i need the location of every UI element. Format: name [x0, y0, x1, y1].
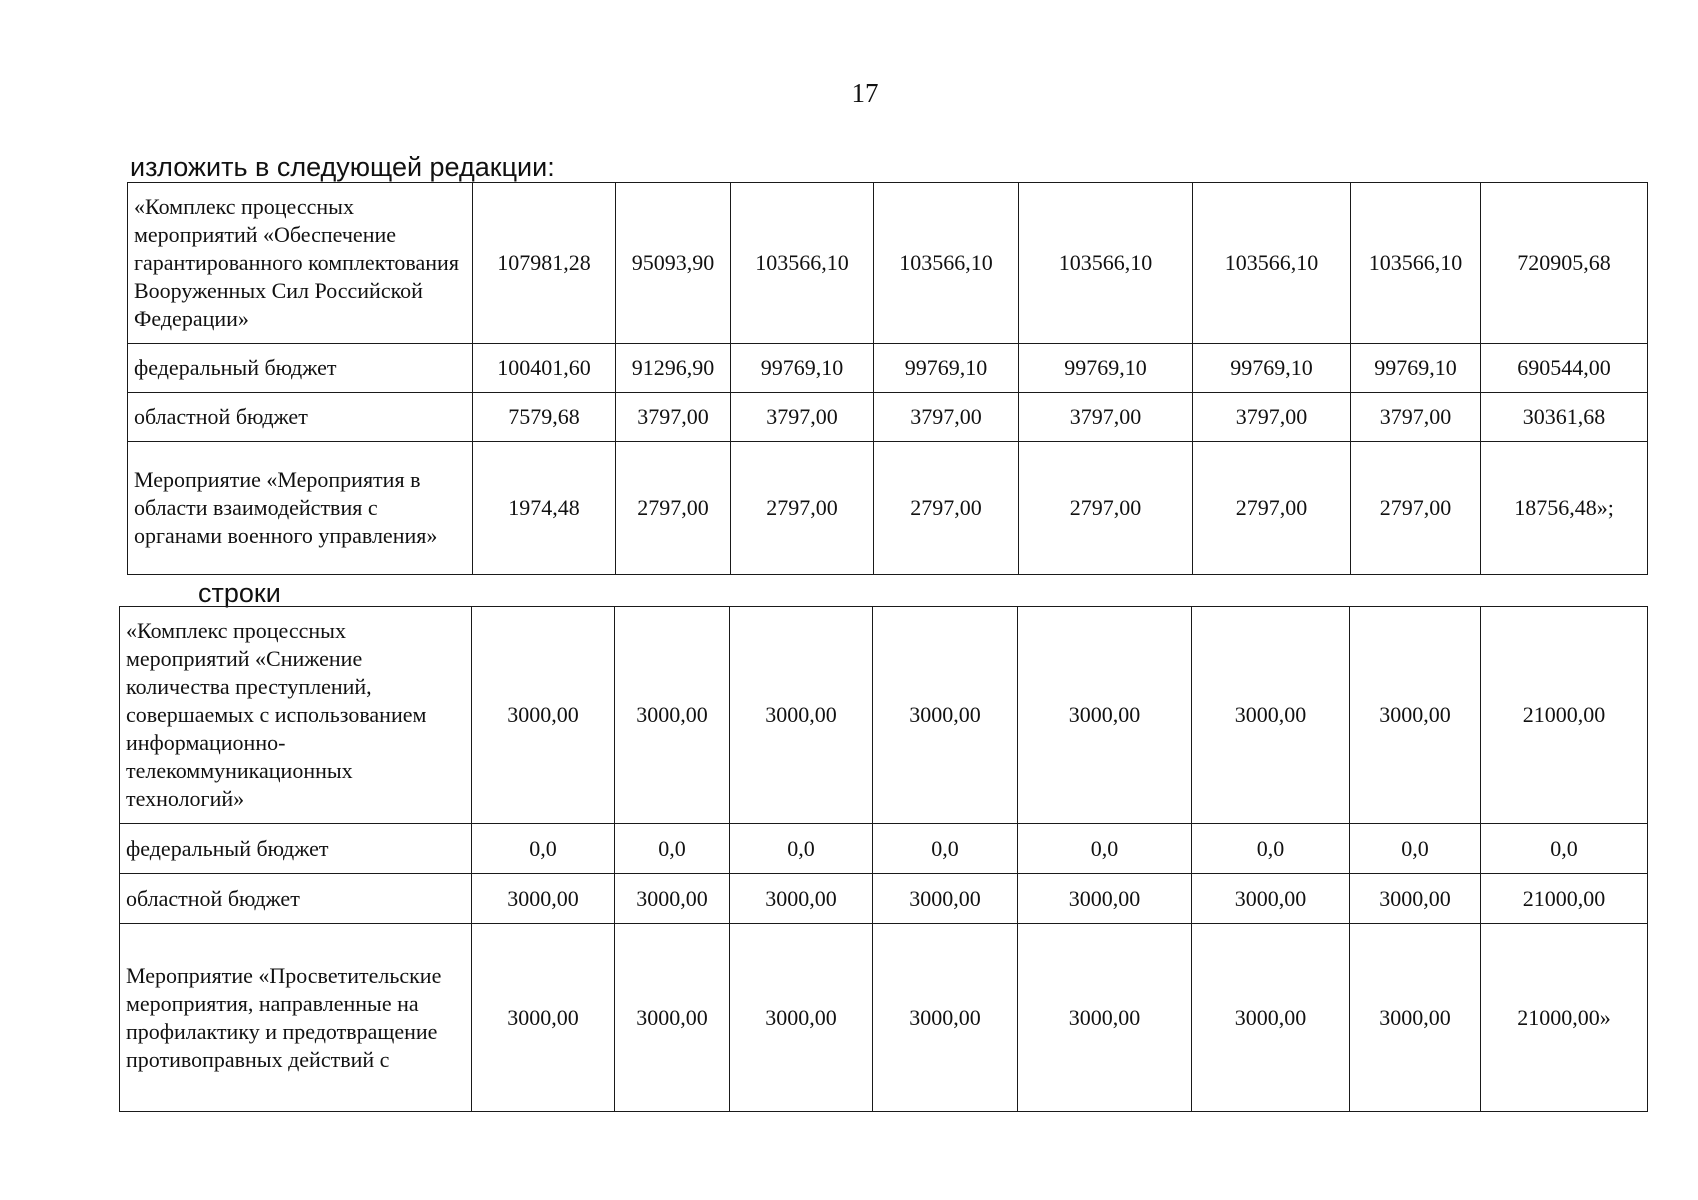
value-cell: 0,0 — [1350, 824, 1481, 874]
value-cell: 3797,00 — [874, 393, 1019, 442]
value-cell: 0,0 — [1192, 824, 1350, 874]
value-cell: 3000,00 — [472, 924, 615, 1112]
value-cell: 103566,10 — [874, 183, 1019, 344]
row-label: Мероприятие «Мероприятия в области взаимодействия с органами военного управления» — [128, 442, 473, 575]
value-cell: 103566,10 — [1351, 183, 1481, 344]
row-label: федеральный бюджет — [120, 824, 472, 874]
value-cell: 3000,00 — [873, 924, 1018, 1112]
value-cell: 103566,10 — [1193, 183, 1351, 344]
value-cell: 3000,00 — [615, 924, 730, 1112]
value-cell: 3000,00 — [1018, 607, 1192, 824]
value-cell: 3000,00 — [472, 874, 615, 924]
row-label: «Комплекс процессных мероприятий «Обеспечение гарантированного комплектования Вооруженных Сил Российской Федерации» — [128, 183, 473, 344]
total-cell: 21000,00 — [1481, 874, 1648, 924]
value-cell: 3000,00 — [1350, 924, 1481, 1112]
total-cell: 690544,00 — [1481, 344, 1648, 393]
value-cell: 2797,00 — [731, 442, 874, 575]
row-label: областной бюджет — [120, 874, 472, 924]
value-cell: 2797,00 — [1351, 442, 1481, 575]
value-cell: 2797,00 — [616, 442, 731, 575]
caption-amend-text: изложить в следующей редакции: — [130, 152, 555, 182]
value-cell: 3000,00 — [730, 607, 873, 824]
total-cell: 18756,48»; — [1481, 442, 1648, 575]
value-cell: 3000,00 — [615, 874, 730, 924]
value-cell: 3000,00 — [1192, 924, 1350, 1112]
value-cell: 3000,00 — [730, 924, 873, 1112]
value-cell: 99769,10 — [1019, 344, 1193, 393]
value-cell: 107981,28 — [473, 183, 616, 344]
value-cell: 95093,90 — [616, 183, 731, 344]
value-cell: 3000,00 — [873, 607, 1018, 824]
value-cell: 0,0 — [730, 824, 873, 874]
value-cell: 3000,00 — [1350, 874, 1481, 924]
value-cell: 0,0 — [873, 824, 1018, 874]
value-cell: 3000,00 — [730, 874, 873, 924]
budget-table-rows — [119, 606, 1648, 1112]
value-cell: 3000,00 — [1018, 874, 1192, 924]
value-cell: 99769,10 — [874, 344, 1019, 393]
total-cell: 720905,68 — [1481, 183, 1648, 344]
value-cell: 3000,00 — [1192, 874, 1350, 924]
value-cell: 103566,10 — [1019, 183, 1193, 344]
value-cell: 3797,00 — [616, 393, 731, 442]
total-cell: 21000,00 — [1481, 607, 1648, 824]
value-cell: 3000,00 — [1192, 607, 1350, 824]
value-cell: 91296,90 — [616, 344, 731, 393]
table-row — [128, 344, 1648, 393]
value-cell: 2797,00 — [874, 442, 1019, 575]
total-cell: 21000,00» — [1481, 924, 1648, 1112]
value-cell: 99769,10 — [731, 344, 874, 393]
value-cell: 3000,00 — [873, 874, 1018, 924]
value-cell: 3797,00 — [731, 393, 874, 442]
value-cell: 0,0 — [472, 824, 615, 874]
table-row — [120, 824, 1648, 874]
value-cell: 3000,00 — [1350, 607, 1481, 824]
value-cell: 7579,68 — [473, 393, 616, 442]
table-row — [120, 607, 1648, 824]
row-label: Мероприятие «Просветительские мероприятия, направленные на профилактику и предотвращение противоправных действий с — [120, 924, 472, 1112]
row-label: областной бюджет — [128, 393, 473, 442]
page-number: 17 — [851, 78, 879, 108]
value-cell: 3797,00 — [1351, 393, 1481, 442]
row-label: «Комплекс процессных мероприятий «Снижение количества преступлений, совершаемых с использованием информационно-телекоммуникационных технологий» — [120, 607, 472, 824]
value-cell: 3000,00 — [472, 607, 615, 824]
value-cell: 2797,00 — [1019, 442, 1193, 575]
table-row — [120, 924, 1648, 1112]
value-cell: 3000,00 — [1018, 924, 1192, 1112]
caption-rows-text: строки — [198, 578, 281, 608]
total-cell: 0,0 — [1481, 824, 1648, 874]
value-cell: 3797,00 — [1019, 393, 1193, 442]
table-row — [128, 183, 1648, 344]
value-cell: 1974,48 — [473, 442, 616, 575]
value-cell: 99769,10 — [1193, 344, 1351, 393]
table-row — [128, 393, 1648, 442]
value-cell: 3000,00 — [615, 607, 730, 824]
budget-table-new-edition — [127, 182, 1648, 575]
value-cell: 0,0 — [615, 824, 730, 874]
value-cell: 2797,00 — [1193, 442, 1351, 575]
table-row — [128, 442, 1648, 575]
value-cell: 0,0 — [1018, 824, 1192, 874]
row-label: федеральный бюджет — [128, 344, 473, 393]
value-cell: 100401,60 — [473, 344, 616, 393]
value-cell: 103566,10 — [731, 183, 874, 344]
value-cell: 99769,10 — [1351, 344, 1481, 393]
table-row — [120, 874, 1648, 924]
value-cell: 3797,00 — [1193, 393, 1351, 442]
total-cell: 30361,68 — [1481, 393, 1648, 442]
